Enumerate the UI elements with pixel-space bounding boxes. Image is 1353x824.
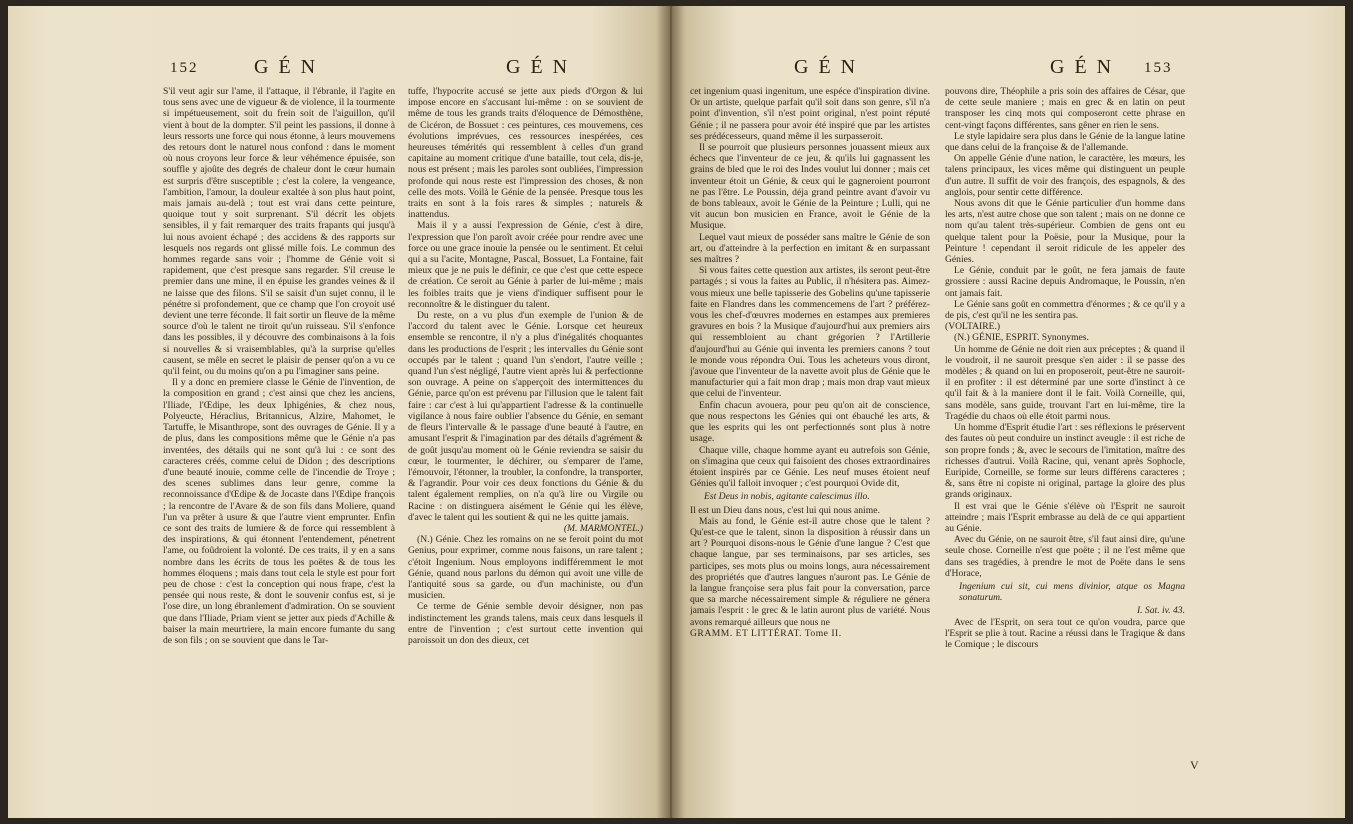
section-heading: (N.) GÉNIE, ESPRIT. Synonymes. <box>954 332 1089 344</box>
paragraph: (N.) Génie. Chez les romains on ne se feroit point du mot Genius, pour exprimer, comme nous faisons, un rare talent ; c'étoit Ingenium. Nous employons indifféremment le mot Génie, quand nous parlons du démon qui avoit une ville de l'antiquité sous sa garde, ou d'un machiniste, ou d'un musicien. <box>408 534 643 602</box>
left-page <box>8 6 670 818</box>
quote-translation: Il est un Dieu dans nous, c'est lui qui nous anime. <box>690 504 880 516</box>
paragraph: Lequel vaut mieux de posséder sans maître le Génie de son art, ou d'atteindre à la perfection en imitant & en surpassant ses maîtres ? <box>690 231 930 266</box>
left-page-column-2 <box>408 86 643 786</box>
paragraph: Le Génie, conduit par le goût, ne fera jamais de faute grossiere : aussi Racine depuis Andromaque, le Poussin, n'en ont jamais fait. <box>945 265 1185 299</box>
running-head-right-2: GÉN <box>1050 56 1122 78</box>
paragraph: S'il veut agir sur l'ame, il l'attaque, il l'ébranle, il l'agite en tous sens avec une de vigueur & de violence, il la tourmente si impétueusement, soit du frein soit de l'aiguillon, qu'il vient à bout de la dompter. S'il peint les passions, il donne à leurs ressorts une force qui nous étonne, à leurs mouvemens des retours dont le naturel nous confond : dans le moment où nous croyons leur force & leur véhémence épuisée, son souffle y ajoûte des degrés de chaleur dont le cœur humain est surpris d'être susceptible ; c'est la colere, la vengeance, l'ambition, l'amour, la douleur exaltée à son plus haut point, mais jamais au-delà ; tout est vrai dans cette peinture, quoique tout y soit surprenant. S'il décrit les objets sensibles, il y fait remarquer des traits frapants qui jusqu'à lui nous avoient échapé ; des accidens & des rapports sur lesquels nos regards ont glissé mille fois. Le commun des hommes regarde sans voir ; l'homme de Génie voit si rapidement, que c'est presque sans regarder. S'il creuse le premier dans une mine, il en épuise les grandes veines & il ne laisse que des filons. S'il se saisit d'un sujet connu, il le pénétre si profondement, que ce champ que l'on croyoit usé devient une terre féconde. Il fait sortir un fleuve de la même source d'où le talent ne tiroit qu'un ruisseau. S'il s'enfonce dans les possibles, il y découvre des combinaisons à la fois si nouvelles & si vraisemblables, qu'à la surprise qu'elles causent, se mêle en secret le plaisir de penser qu'on a vu ce qu'il feint, ou du moins qu'on a pu l'imaginer sans peine. <box>163 86 395 378</box>
paragraph: Si vous faites cette question aux artistes, ils seront peut-être partagés ; si vous la faites au Public, il n'hésitera pas. Aimez-vous mieux une belle tapisserie des Gobelins qu'une tapisserie faite en Flandres dans les commencemens de l'art ? préférez-vous les chef-d'œuvres modernes en estampes aux premieres gravures en bois ? la Musique d'aujourd'hui aux premiers airs qui ressembloient au chant grégorien ? l'Artillerie d'aujourd'hui au Génie qui inventa les premiers canons ? tout le monde vous répondra Oui. Tous les acheteurs vous diront, j'avoue que l'inventeur de la navette avoit plus de Génie que le manufacturier qui a fait mon drap ; mais mon drap vaut mieux que celui de l'inventeur. <box>690 265 930 400</box>
book-gutter <box>656 6 686 818</box>
paragraph: Avec de l'Esprit, on sera tout ce qu'on voudra, parce que l'Esprit se plie à tout. Racine a réussi dans le Tragique & dans le Comique ; le discours <box>945 616 1185 650</box>
paragraph: Enfin chacun avouera, pour peu qu'on ait de conscience, que nous respectons les Génies qui ont ébauché les arts, & que les esprits qui les ont perfectionnés sont plus à notre usage. <box>690 399 930 445</box>
latin-quote: Est Deus in nobis, agitante calescimus illo. <box>704 491 870 503</box>
paragraph: Le style lapidaire sera plus dans le Génie de la langue latine que dans celui de la françoise & de l'allemande. <box>945 130 1185 154</box>
right-page <box>670 6 1345 818</box>
right-page-header <box>670 56 1345 84</box>
signature-mark: V <box>1190 758 1199 772</box>
right-page-column-1 <box>690 86 930 786</box>
paragraph: Nous avons dit que le Génie particulier d'un homme dans les arts, n'est autre chose que son talent ; mais on ne donne ce nom qu'au talent très-supérieur. Combien de gens ont eu quelque talent pour la Poësie, pour la Musique, pour la Peinture ! cependant il seroit ridicule de les appeler des Génies. <box>945 198 1185 266</box>
paragraph: Un homme de Génie ne doit rien aux préceptes ; & quand il le voudroit, il ne sauroit presque s'en aider : il se passe des modèles ; & quand on lui en proposeroit, peut-être ne sauroit-il en profiter : il est déterminé par une sorte d'instinct à ce qu'il fait & à la maniere dont il le fait. Voilà Corneille, qui, sans modèle, sans guide, trouvant l'art en lui-même, tire la Tragédie du chaos où elle étoit parmi nous. <box>945 343 1185 422</box>
paragraph: Un homme d'Esprit étudie l'art : ses réflexions le préservent des fautes où peut conduire un instinct aveugle : il est riche de son propre fonds ; &, avec le secours de l'imitation, maître des richesses d'autrui. Voilà Racine, qui, venant après Sophocle, Euripide, Corneille, se forme sur leurs différens caracteres ; &, sans être ni copiste ni original, partage la gloire des plus grands originaux. <box>945 422 1185 501</box>
page-number-left: 152 <box>170 60 199 76</box>
author-signature: (M. MARMONTEL.) <box>563 522 643 534</box>
running-head-left-1: GÉN <box>254 56 326 78</box>
author-signature: (VOLTAIRE.) <box>945 321 1001 333</box>
running-head-right-1: GÉN <box>794 56 866 78</box>
page-number-right: 153 <box>1144 60 1173 76</box>
left-page-header <box>8 56 670 84</box>
page-footer-signature: GRAMM. ET LITTÉRAT. Tome II. <box>690 627 842 639</box>
paragraph: Le Génie sans goût en commettra d'énormes ; & ce qu'il y a de pis, c'est qu'il ne les sentira pas. <box>945 298 1185 322</box>
paragraph: Avec du Génie, on ne sauroit être, s'il faut ainsi dire, qu'une seule chose. Corneille n'est que poëte ; il ne l'est même que dans ses tragédies, à prendre le mot de Poëte dans le sens d'Horace, <box>945 534 1185 579</box>
paragraph: Mais il y a aussi l'expression de Génie, c'est à dire, l'expression que l'on paroît avoir créée pour rendre avec une force ou une grace inouie la pensée ou le sentiment. Et celui qui a su l'acite, Montagne, Pascal, Bossuet, La Fontaine, fait mieux que je ne puis le définir, ce que c'est que cette espece de création. Ce seroit au Génie à parler de lui-même ; mais les foibles traits que je viens d'indiquer suffisent pour le reconnoître & le distinguer du talent. <box>408 220 643 310</box>
right-page-column-2 <box>945 86 1185 786</box>
book-spread <box>8 6 1345 818</box>
paragraph: Il est vrai que le Génie s'élève où l'Esprit ne sauroit atteindre ; mais l'Esprit embrasse au delà de ce qui appartient au Génie. <box>945 500 1185 534</box>
citation: I. Sat. iv. 43. <box>1136 605 1185 617</box>
paragraph: Ce terme de Génie semble devoir désigner, non pas indistinctement les grands talens, mais ceux dans lesquels il entre de l'invention ; c'est surtout cette invention qui paroissoit un don des dieux, cet <box>408 601 643 646</box>
paragraph: tuffe, l'hypocrite accusé se jette aux pieds d'Orgon & lui impose encore en s'accusant lui-même : on se souvient de même de tous les grands traits d'éloquence de Démosthène, de Cicéron, de Bossuet : ces peintures, ces mouvemens, ces évolutions imprévues, ces ressources inespérées, ces heureuses témérités qui ressemblent à celles d'un grand capitaine au moment critique d'une bataille, tout cela, dis-je, nous est présent ; mais les paroles sont oubliées, l'impression profonde qui nous reste est l'impression des choses, & non celle des mots. Voilà le Génie de la pensée. Presque tous les traits en sont à la fois rares & simples ; naturels & inattendus. <box>408 86 643 221</box>
left-page-column-1 <box>163 86 395 786</box>
paragraph: pouvons dire, Théophile a pris soin des affaires de César, que de cette seule maniere ; mais en grec & en latin on peut transposer les cinq mots qui composeront cette phrase en cent-vingt façons différentes, sans gêner en rien le sens. <box>945 86 1185 131</box>
paragraph: Il se pourroit que plusieurs personnes jouassent mieux aux échecs que l'inventeur de ce jeu, & qu'ils lui gagnassent les grains de bled que le roi des Indes voulut lui donner ; mais cet inventeur étoit un Génie, & ceux qui le gagneroient pourront ne pas l'être. Le Poussin, déja grand peintre avant d'avoir vu de bons tableaux, avoit le Génie de la Peinture ; Lulli, qui ne vit aucun bon musicien en France, avoit le Génie de la Musique. <box>690 142 930 232</box>
paragraph: cet ingenium quasi ingenitum, une espéce d'inspiration divine. Or un artiste, quelque parfait qu'il soit dans son genre, s'il n'a point d'invention, s'il n'est point original, n'est point réputé Génie ; il ne passera pour avoir été inspiré que par les artistes ses prédécesseurs, quand même il les surpasseroit. <box>690 86 930 142</box>
paragraph: Chaque ville, chaque homme ayant eu autrefois son Génie, on s'imagina que ceux qui faisoient des choses extraordinaires étoient inspirés par ce Génie. Les neuf muses étoient neuf Génies qu'il falloit invoquer ; c'est pourquoi Ovide dit, <box>690 444 930 490</box>
paragraph: Mais au fond, le Génie est-il autre chose que le talent ? Qu'est-ce que le talent, sinon la disposition à réussir dans un art ? Pourquoi disons-nous le Génie d'une langue ? C'est que chaque langue, par ses terminaisons, par ses articles, ses participes, ses mots plus ou moins longs, aura nécessairement des propriétés que d'autres langues n'auront pas. Le Génie de la langue françoise sera plus fait pour la conversation, parce que sa marche nécessairement simple & réguliere ne génera jamais l'esprit : le grec & le latin auront plus de variété. Nous avons remarqué ailleurs que nous ne <box>690 515 930 628</box>
paragraph: Il y a donc en premiere classe le Génie de l'invention, de la composition en grand ; c'est ainsi que chez les anciens, l'Iliade, l'Œdipe, les deux Iphigénies, & chez nous, Polyeucte, Héraclius, Britannicus, Alzire, Mahomet, le Tartuffe, le Misanthrope, sont des ouvrages de Génie. Il y a de plus, dans les compositions même que le Génie n'a pas inventées, des détails qui ne sont qu'à lui : ce sont des caracteres créés, comme celui de Didon ; des descriptions d'une beauté inouie, comme celle de l'incendie de Troye ; des scenes sublimes dans leur genre, comme la reconnoissance d'Œdipe & de Jocaste dans l'Œdipe françois ; la rencontre de l'Avare & de son fils dans Moliere, quand l'un va prêter à usure & que l'autre vient emprunter. Enfin ce sont des traits de lumiere & de force qui ressemblent à des inspirations, & qui étonnent l'entendement, pénetrent l'ame, ou foûdroient la volonté. De ces traits, il y en a sans nombre dans les écrits de tous les poëtes & de tous les hommes éloquens ; mais dans tout cela le style est pour fort peu de chose : c'est la conception qui nous frape, c'est la pensée qui nous reste, & dont le souvenir confus est, si je l'ose dire, un long ébranlement d'admiration. On se souvient que dans l'Iliade, Priam vient se jetter aux pieds d'Achille & baiser la main meurtriere, la main encore fumante du sang de son fils ; on se souvient que dans le Tar- <box>163 377 395 646</box>
running-head-left-2: GÉN <box>506 56 578 78</box>
paragraph: Du reste, on a vu plus d'un exemple de l'union & de l'accord du talent avec le Génie. Lorsque cet heureux ensemble se rencontre, il n'y a plus d'inégalités choquantes dans les productions de l'esprit ; les intervalles du Génie sont occupés par le talent ; quand l'un s'endort, l'autre veille ; quand l'un s'est négligé, l'autre vient après lui & perfectionne son ouvrage. A peine on s'apperçoit des intermittences du Génie, parce qu'on est prévenu par l'illusion que le talent fait faire : car c'est à lui qu'appartient l'adresse & la continuelle vigilance à nous faire oublier l'absence du Génie, en semant de fleurs l'intervalle & le passage d'une beauté à l'autre, en amusant l'esprit & l'imagination par des détails d'agrément & de goût jusqu'au moment où le Génie reviendra se saisir du cœur, le tourmenter, le déchirer, ou s'emparer de l'ame, l'émouvoir, l'étonner, la troubler, la confondre, la transporter, & l'agrandir. Pour voir ces deux fonctions du Génie & du talent également remplies, on n'a qu'à lire ou Virgile ou Racine : on distinguera aisément le Génie qui les élève, d'avec le talent qui les soutient & qui ne les quitte jamais. <box>408 310 643 523</box>
latin-quote: Ingenium cui sit, cui mens divinior, atque os Magna sonaturum. <box>959 580 1185 604</box>
paragraph: On appelle Génie d'une nation, le caractère, les mœurs, les talens principaux, les vices même qui distinguent un peuple d'un autre. Il suffit de voir des françois, des espagnols, & des anglois, pour sentir cette différence. <box>945 153 1185 198</box>
